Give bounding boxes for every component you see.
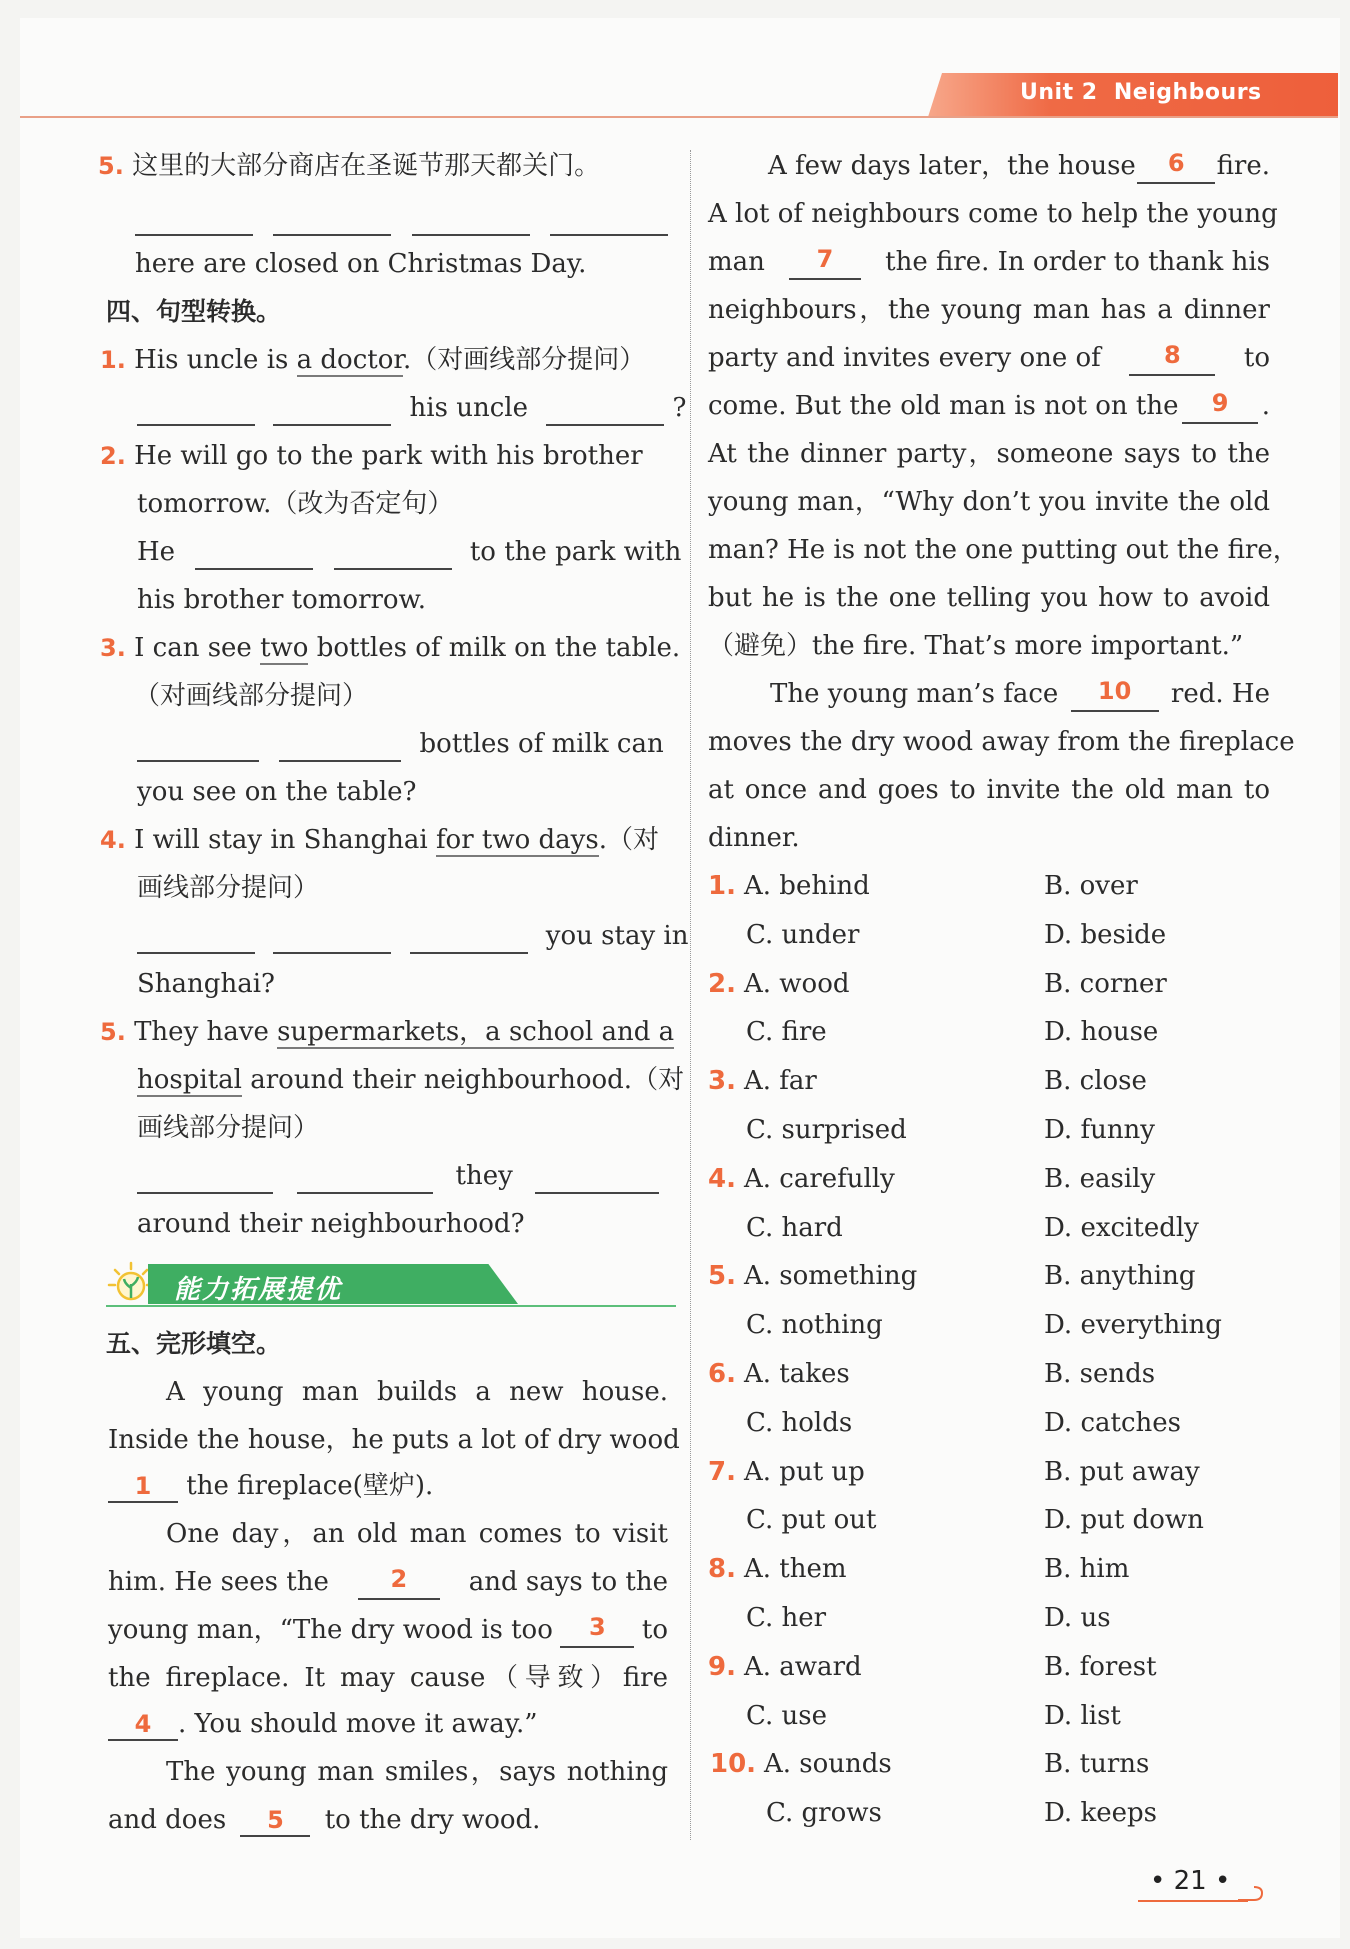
passage-line	[708, 340, 1270, 376]
passage-line: The young man smiles，says nothing	[166, 1757, 668, 1787]
s4-q5-line1	[100, 1014, 674, 1050]
option-d[interactable]: D. list	[1044, 1700, 1121, 1731]
option-c[interactable]: C. under	[746, 919, 860, 950]
s4-q1-answer	[137, 390, 686, 426]
answer-blank[interactable]	[297, 1162, 433, 1194]
text: come. But the old man is not on the	[708, 391, 1179, 421]
text: red. He	[1170, 679, 1270, 709]
text: to the park with	[469, 537, 682, 567]
s4-q5-line5: around their neighbourhood?	[137, 1209, 525, 1239]
text: He	[137, 537, 176, 567]
text: His uncle is	[134, 345, 297, 375]
option-b[interactable]: B. put away	[1044, 1456, 1200, 1487]
question-number: 6.	[708, 1359, 736, 1389]
text: bottles of milk on the table.	[308, 633, 681, 663]
s4-q2-answer	[137, 534, 681, 570]
unit-header	[1020, 80, 1262, 105]
numbered-blank[interactable]: 5	[240, 1805, 310, 1837]
header-rule	[20, 116, 1338, 118]
question-number: 2.	[708, 968, 736, 999]
option-b[interactable]: B. anything	[1044, 1261, 1196, 1292]
option-c[interactable]: C. use	[746, 1700, 827, 1731]
option-a[interactable]: A. something	[744, 1261, 918, 1292]
page-number-rule	[1138, 1900, 1248, 1902]
s4-q3-line2: （对画线部分提问）	[134, 681, 369, 711]
numbered-blank[interactable]: 1	[108, 1471, 178, 1503]
text: man	[708, 247, 765, 277]
question-number: 4.	[708, 1163, 736, 1194]
option-a[interactable]: A. far	[744, 1066, 817, 1097]
text: .（对	[598, 825, 659, 855]
section-5-title: 五、完形填空。	[106, 1329, 282, 1358]
passage-line: At the dinner party，someone says to the	[708, 439, 1270, 469]
s4-q4-line2: 画线部分提问）	[137, 873, 320, 903]
option-a[interactable]: A. put up	[744, 1456, 865, 1487]
passage-line: moves the dry wood away from the fireplace	[708, 727, 1295, 757]
question-number: 5.	[708, 1261, 736, 1292]
passage-line	[708, 244, 1270, 280]
question-number: 3.	[100, 634, 126, 662]
option-c[interactable]: C. grows	[766, 1798, 882, 1829]
numbered-blank[interactable]: 6	[1137, 148, 1215, 184]
option-c[interactable]: C. surprised	[746, 1115, 907, 1145]
answer-blank[interactable]	[546, 394, 664, 426]
option-d[interactable]: D. keeps	[1044, 1798, 1157, 1829]
text: to the dry wood.	[324, 1805, 541, 1835]
question-number: 9.	[708, 1651, 736, 1682]
question-number: 2.	[100, 442, 126, 470]
text: They have	[134, 1017, 278, 1047]
question-number: 5.	[100, 1018, 126, 1046]
text: I will stay in Shanghai	[134, 825, 436, 855]
question-number: 4.	[100, 826, 126, 854]
option-a[interactable]: A. behind	[744, 871, 870, 901]
question-number: 3.	[708, 1066, 736, 1097]
passage-line: the fireplace. It may cause（导致）fire	[108, 1663, 668, 1693]
answer-blank[interactable]	[279, 730, 401, 762]
passage-line: （避免）the fire. That’s more important.”	[708, 631, 1244, 661]
prev-q5-tail: here are closed on Christmas Day.	[135, 249, 587, 279]
option-a[interactable]: A. sounds	[764, 1749, 892, 1780]
s4-q3-answer	[137, 726, 664, 762]
option-d[interactable]: D. put down	[1044, 1505, 1204, 1536]
s4-q5-answer	[137, 1158, 659, 1194]
passage-line: Inside the house，he puts a lot of dry wood	[108, 1425, 680, 1455]
passage-line	[768, 148, 1270, 184]
prev-q5-blanks	[135, 200, 668, 236]
answer-blank[interactable]	[135, 204, 253, 236]
option-b[interactable]: B. over	[1044, 871, 1138, 901]
option-a[interactable]: A. carefully	[744, 1163, 895, 1194]
text: bottles of milk can	[419, 729, 664, 759]
underlined-phrase: hospital	[137, 1065, 242, 1095]
option-b[interactable]: B. corner	[1044, 968, 1167, 999]
option-c[interactable]: C. nothing	[746, 1310, 883, 1341]
answer-blank[interactable]	[273, 394, 391, 426]
option-d[interactable]: D. us	[1044, 1603, 1111, 1633]
s4-q4-line1	[100, 822, 659, 858]
text: to	[1243, 343, 1270, 373]
passage-line	[108, 1706, 538, 1742]
option-a[interactable]: A. takes	[744, 1359, 850, 1389]
passage-line	[108, 1612, 668, 1648]
answer-blank[interactable]	[412, 204, 530, 236]
option-b[interactable]: B. sends	[1044, 1359, 1156, 1389]
text: party and invites every one of	[708, 343, 1101, 373]
option-d[interactable]: D. everything	[1044, 1310, 1222, 1341]
answer-blank[interactable]	[137, 1162, 273, 1194]
prev-q5-line	[98, 148, 600, 184]
option-c[interactable]: C. fire	[746, 1017, 827, 1048]
text: A few days later，the house	[768, 151, 1136, 181]
passage-line: but he is the one telling you how to avoid	[708, 583, 1270, 613]
underlined-phrase: for two days	[435, 825, 599, 855]
option-d[interactable]: D. beside	[1044, 919, 1167, 950]
s4-q2-line2: tomorrow.（改为否定句）	[137, 489, 454, 519]
numbered-blank[interactable]: 4	[108, 1709, 178, 1741]
question-number: 1.	[708, 871, 736, 901]
passage-line: young man，“Why don’t you invite the old	[708, 487, 1270, 517]
text: He will go to the park with his brother	[134, 441, 643, 471]
option-a[interactable]: A. them	[744, 1554, 847, 1585]
option-c[interactable]: C. her	[746, 1603, 827, 1633]
passage-line: One day，an old man comes to visit	[166, 1519, 668, 1549]
answer-blank[interactable]	[137, 922, 255, 954]
answer-blank[interactable]	[334, 538, 452, 570]
section-4-title: 四、句型转换。	[106, 297, 282, 326]
text: .	[1261, 391, 1270, 421]
option-b[interactable]: B. him	[1044, 1554, 1130, 1585]
text: fire.	[1216, 151, 1270, 181]
unit-label: Unit 2	[1020, 80, 1098, 105]
question-number: 7.	[708, 1456, 736, 1487]
s4-q5-line3: 画线部分提问）	[137, 1113, 320, 1143]
answer-blank[interactable]	[273, 204, 391, 236]
text: and says to the	[468, 1567, 668, 1597]
answer-blank[interactable]	[195, 538, 313, 570]
option-c[interactable]: C. put out	[746, 1505, 877, 1536]
numbered-blank[interactable]: 9	[1182, 388, 1258, 424]
option-d[interactable]: D. catches	[1044, 1407, 1181, 1438]
option-d[interactable]: D. house	[1044, 1017, 1159, 1048]
s4-q2-line1	[100, 438, 643, 474]
answer-blank[interactable]	[137, 394, 255, 426]
page-number: • 21 •	[1150, 1866, 1231, 1896]
option-b[interactable]: B. easily	[1044, 1163, 1156, 1194]
s4-q4-answer	[137, 918, 688, 954]
text: his uncle	[409, 393, 528, 423]
option-c[interactable]: C. holds	[746, 1407, 853, 1438]
text: him. He sees the	[108, 1567, 329, 1597]
passage-line	[108, 1802, 540, 1838]
question-number: 8.	[708, 1554, 736, 1585]
passage-line: neighbours，the young man has a dinner	[708, 295, 1270, 325]
passage-line	[708, 388, 1270, 424]
answer-blank[interactable]	[535, 1162, 659, 1194]
passage-line	[108, 1564, 668, 1600]
text: . You should move it away.”	[178, 1709, 538, 1739]
s4-q5-line2	[137, 1062, 684, 1098]
passage-line: A lot of neighbours come to help the young	[708, 199, 1278, 229]
option-c[interactable]: C. hard	[746, 1212, 843, 1243]
option-a[interactable]: A. wood	[744, 968, 850, 999]
option-b[interactable]: B. forest	[1044, 1651, 1157, 1682]
question-number: 10.	[710, 1749, 757, 1780]
numbered-blank[interactable]: 3	[560, 1612, 634, 1648]
numbered-blank[interactable]: 10	[1071, 676, 1159, 712]
passage-line: at once and goes to invite the old man to	[708, 775, 1270, 805]
passage-line: man? He is not the one putting out the fire，	[708, 535, 1299, 565]
underlined-phrase: supermarkets，a school and a	[277, 1017, 675, 1047]
text: The young man’s face	[770, 679, 1059, 709]
answer-blank[interactable]	[137, 730, 259, 762]
s4-q3-line4: you see on the table?	[137, 777, 417, 807]
numbered-blank[interactable]: 7	[789, 244, 861, 280]
answer-blank[interactable]	[273, 922, 391, 954]
text: they	[455, 1161, 513, 1191]
prev-q5-chinese: 这里的大部分商店在圣诞节那天都关门。	[132, 151, 601, 181]
passage-line: A young man builds a new house.	[166, 1377, 668, 1407]
page-arrow-icon	[1236, 1884, 1266, 1906]
underlined-phrase: two	[260, 633, 309, 663]
option-a[interactable]: A. award	[744, 1651, 862, 1682]
unit-title: Neighbours	[1113, 80, 1262, 105]
text: ?	[672, 393, 687, 423]
text: young man，“The dry wood is too	[108, 1615, 553, 1645]
column-divider	[690, 150, 691, 1840]
answer-blank[interactable]	[550, 204, 668, 236]
s4-q3-line1	[100, 630, 680, 666]
numbered-blank[interactable]: 2	[358, 1564, 440, 1600]
passage-line	[108, 1468, 433, 1504]
text: I can see	[134, 633, 261, 663]
option-d[interactable]: D. excitedly	[1044, 1212, 1199, 1243]
numbered-blank[interactable]: 8	[1129, 340, 1215, 376]
text: to	[641, 1615, 668, 1645]
text: .（对画线部分提问）	[402, 345, 646, 375]
s4-q1-line	[100, 342, 645, 378]
question-number: 5.	[98, 152, 124, 180]
underlined-phrase: a doctor	[296, 345, 403, 375]
option-b[interactable]: B. turns	[1044, 1749, 1150, 1780]
text: around their neighbourhood.（对	[241, 1065, 685, 1095]
option-d[interactable]: D. funny	[1044, 1115, 1155, 1145]
passage-line	[770, 676, 1270, 712]
text: and does	[108, 1805, 227, 1835]
text: the fireplace(壁炉).	[186, 1471, 434, 1501]
answer-blank[interactable]	[410, 922, 528, 954]
s4-q4-line4: Shanghai?	[137, 969, 275, 999]
question-number: 1.	[100, 346, 126, 374]
text: the fire. In order to thank his	[885, 247, 1270, 277]
extension-rule	[106, 1305, 676, 1307]
passage-line: dinner.	[708, 823, 800, 853]
s4-q2-line4: his brother tomorrow.	[137, 585, 427, 615]
extension-label: 能力拓展提优	[174, 1275, 343, 1305]
option-b[interactable]: B. close	[1044, 1066, 1147, 1097]
extension-banner	[106, 1262, 676, 1308]
text: you stay in	[545, 921, 689, 951]
